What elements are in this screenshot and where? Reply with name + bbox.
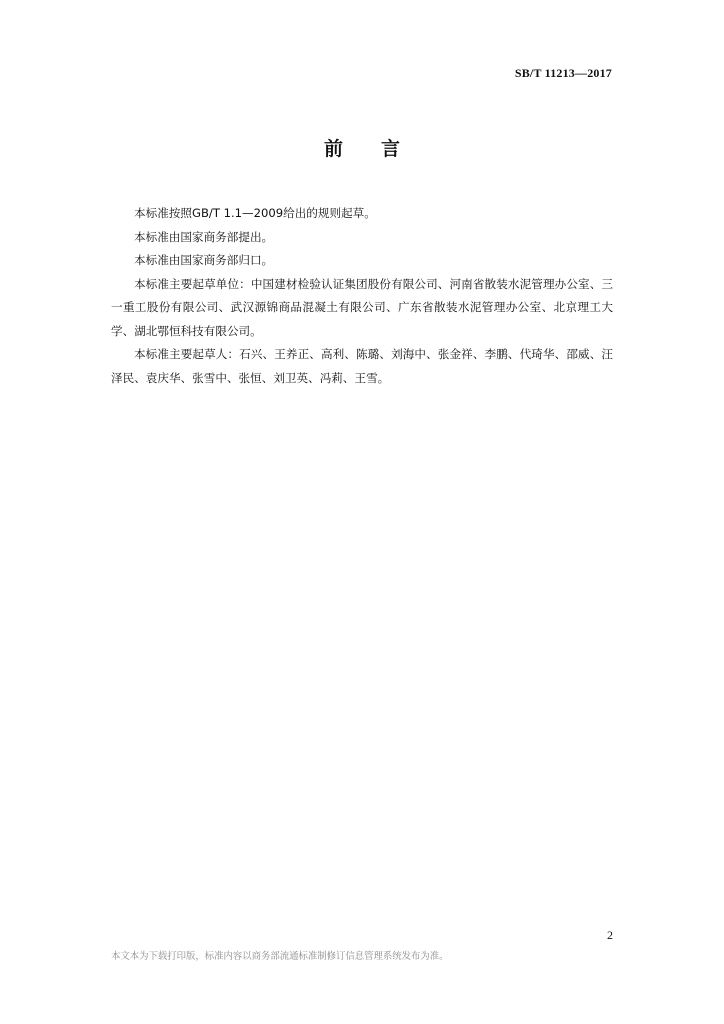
paragraph-administrator: 本标准由国家商务部归口。 xyxy=(134,253,274,267)
footer-disclaimer: 本文本为下载打印版，标准内容以商务部流通标准制修订信息管理系统发布为准。 xyxy=(111,951,449,962)
paragraph-drafters: 本标准主要起草人：石兴、王养正、高利、陈璐、刘海中、张金祥、李鹏、代琦华、邵威、汪泽民、袁庆华、张雪中、张恒、刘卫英、冯莉、王雪。 xyxy=(111,347,613,385)
paragraph-drafting-organizations: 本标准主要起草单位：中国建材检验认证集团股份有限公司、河南省散装水泥管理办公室、三一重工股份有限公司、武汉源锦商品混凝土有限公司、广东省散装水泥管理办公室、北京理工大学、湖北鄂恒科技有限公司。 xyxy=(111,276,613,338)
title-char-2: 言 xyxy=(381,138,401,160)
standard-code: SB/T 11213—2017 xyxy=(514,66,612,80)
page-number: 2 xyxy=(607,928,613,942)
paragraph-drafting-rules: 本标准按照GB/T 1.1—2009给出的规则起草。 xyxy=(134,206,376,220)
paragraph-proposer: 本标准由国家商务部提出。 xyxy=(134,229,274,244)
foreword-body xyxy=(111,202,613,390)
title-char-1: 前 xyxy=(323,138,343,160)
page-title xyxy=(0,134,724,161)
